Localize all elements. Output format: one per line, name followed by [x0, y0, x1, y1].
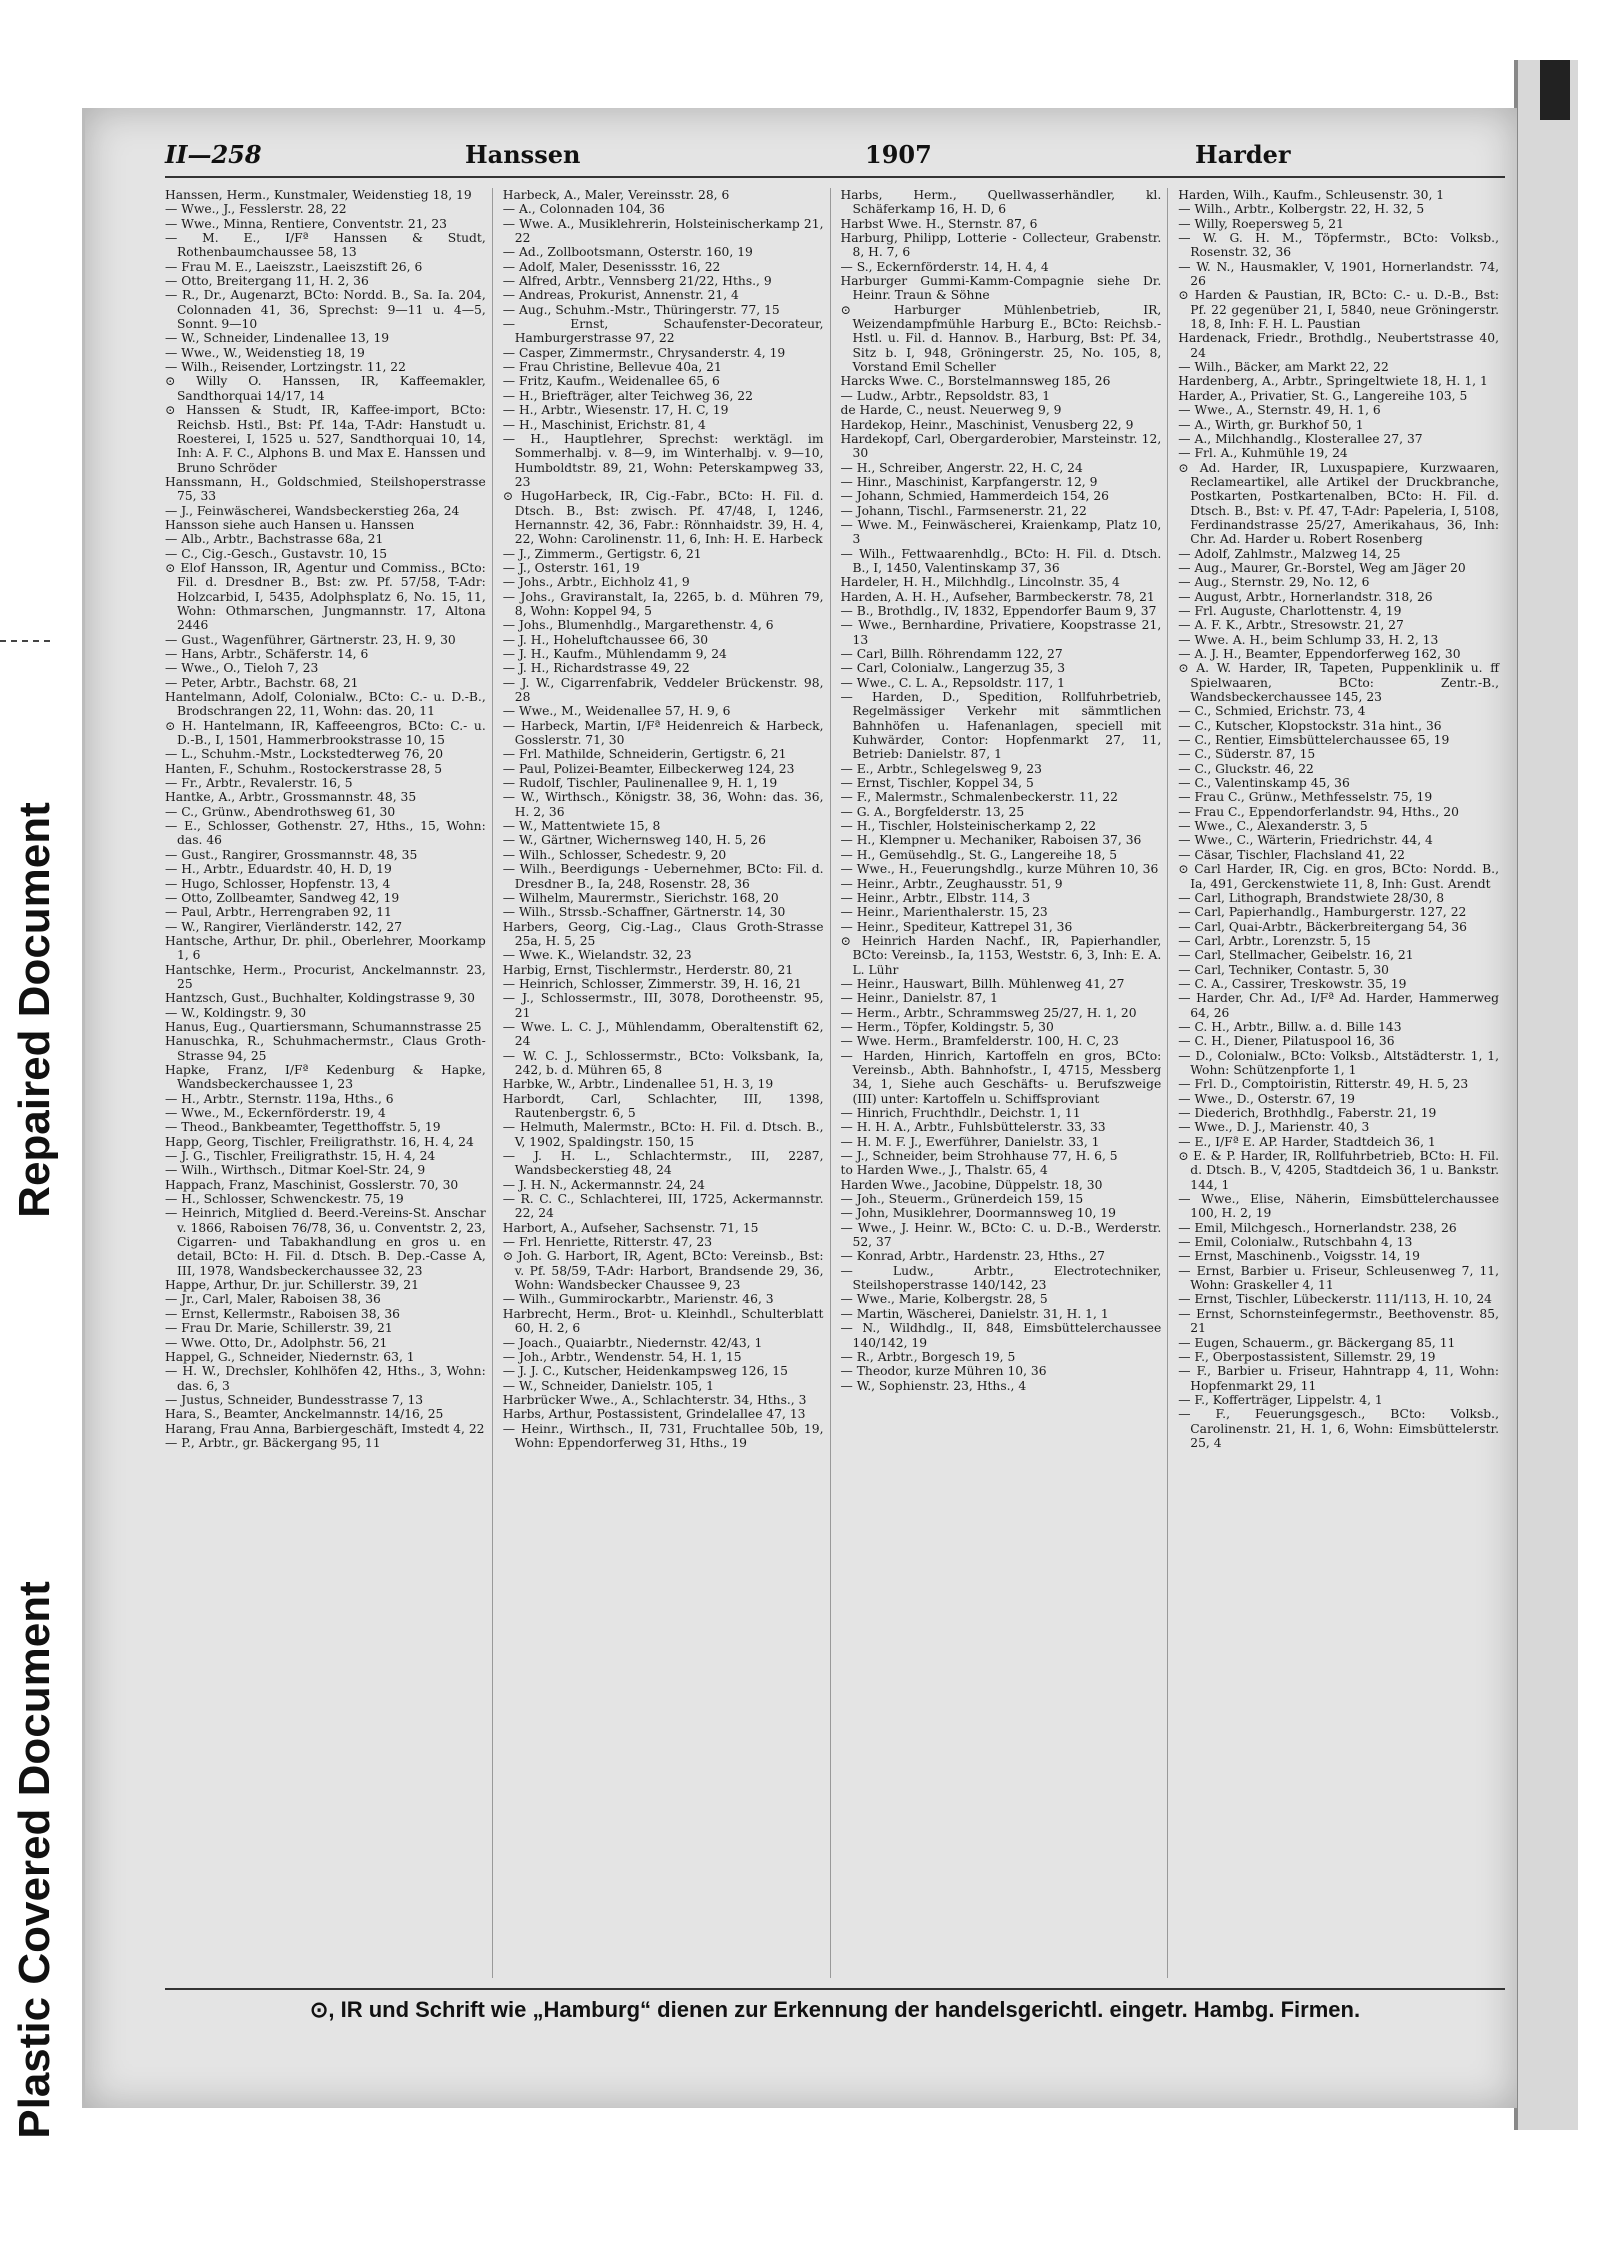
directory-entry: — Andreas, Prokurist, Annenstr. 21, 4: [502, 288, 739, 303]
directory-entry: — C., Schmied, Erichstr. 73, 4: [1178, 704, 1366, 719]
directory-entry: Happach, Franz, Maschinist, Gosslerstr. 70, 30: [165, 1177, 459, 1192]
directory-entry: Harburg, Philipp, Lotterie - Collecteur, Grabenstr. 8, H. 7, 6: [840, 231, 1162, 260]
directory-entry: — Wilhelm, Maurermstr., Sierichstr. 168, 20: [502, 890, 779, 905]
directory-entry: — Wwe., D., Osterstr. 67, 19: [1178, 1091, 1355, 1106]
directory-entry: — F., Barbier u. Friseur, Hahntrapp 4, 11, Wohn: Hopfenmarkt 29, 11: [1178, 1364, 1499, 1393]
directory-entry: — F., Feuerungsgesch., BCto: Volksb., Carolinenstr. 21, H. 1, 6, Wohn: Eimsbüttelerstr. 25, 4: [1178, 1407, 1499, 1450]
directory-entry: Harbst Wwe. H., Sternstr. 87, 6: [840, 216, 1038, 231]
directory-entry: — F., Kofferträger, Lippelstr. 4, 1: [1178, 1392, 1383, 1407]
directory-entry: — C., Rentier, Eimsbüttelerchaussee 65, 19: [1178, 733, 1450, 748]
directory-entry: Harang, Frau Anna, Barbiergeschäft, Imstedt 4, 22: [165, 1421, 485, 1436]
directory-entry: — Wwe. L. C. J., Mühlendamm, Oberaltenstift 62, 24: [502, 1019, 824, 1049]
directory-entry: — J., Zimmerm., Gertigstr. 6, 21: [502, 546, 702, 561]
directory-entry: — Ludw., Arbtr., Electrotechniker, Steilshoperstrasse 140/142, 23: [840, 1263, 1162, 1293]
directory-entry: — Theod., Bankbeamter, Tegetthoffstr. 5, 19: [165, 1120, 441, 1135]
directory-entry: Harbs, Herm., Quellwasserhändler, kl. Schäferkamp 16, H. D, 6: [840, 188, 1162, 217]
directory-entry: — Carl, Arbtr., Lorenzstr. 5, 15: [1178, 933, 1371, 948]
directory-entry: — Johann, Schmied, Hammerdeich 154, 26: [840, 489, 1110, 504]
directory-entry: — J. H., Richardstrasse 49, 22: [502, 661, 690, 676]
directory-column-3: [841, 188, 1169, 1978]
directory-entry: — Cäsar, Tischler, Flachsland 41, 22: [1178, 847, 1405, 862]
directory-entry: — H. M. F. J., Ewerführer, Danielstr. 33, 1: [840, 1134, 1100, 1149]
directory-entry: Hantzsch, Gust., Buchhalter, Koldingstrasse 9, 30: [165, 991, 475, 1006]
directory-entry: — Frl. A., Kuhmühle 19, 24: [1178, 446, 1348, 461]
directory-entry: — Wwe., Elise, Näherin, Eimsbüttelerchaussee 100, H. 2, 19: [1178, 1192, 1499, 1221]
page-header: [165, 136, 1505, 178]
directory-entry: — Wilh., Reisender, Lortzingstr. 11, 22: [165, 360, 406, 375]
directory-entry: — H., Hauptlehrer, Sprechst: werktägl. im Sommerhalbj. v. 8—9, im Winterhalbj. v. 9—10, Humboldtstr. 89, 21, Wohn: Peterskampweg 33, 23: [502, 431, 824, 489]
directory-entry: — Joh., Arbtr., Wendenstr. 54, H. 1, 15: [502, 1349, 742, 1364]
directory-entry: — Wwe., Minna, Rentiere, Conventstr. 21, 23: [165, 216, 447, 231]
directory-entry: — A. F. K., Arbtr., Stresowstr. 21, 27: [1178, 618, 1404, 633]
directory-entry: — Wilh., Bäcker, am Markt 22, 22: [1178, 360, 1389, 375]
directory-entry: — Wilh., Wirthsch., Ditmar Koel-Str. 24, 9: [165, 1163, 426, 1178]
directory-entry: — Frau C., Eppendorferlandstr. 94, Hths., 20: [1178, 804, 1459, 819]
page-footer-note: ⊙, IR und Schrift wie „Hamburg“ dienen zur Erkennung der handelsgerichtl. eingetr. Hambg. Firmen.: [165, 1988, 1505, 2030]
directory-entry: ⊙ Harden & Paustian, IR, BCto: C.- u. D.-B., Bst: Pf. 22 gegenüber 21, I, 5840, neue Gröningerstr. 18, 8, Inh: F. H. L. Paustian: [1178, 288, 1499, 332]
directory-entry: — Ad., Zollbootsmann, Osterstr. 160, 19: [502, 245, 753, 260]
directory-entry: Hantelmann, Adolf, Colonialw., BCto: C.- u. D.-B., Brodschrangen 22, 11, Wohn: das. 20, 11: [165, 690, 486, 719]
directory-entry: — Wwe. A., Musiklehrerin, Holsteinischerkamp 21, 22: [502, 216, 824, 246]
directory-entry: — J., Schneider, beim Strohhause 77, H. 6, 5: [840, 1149, 1118, 1164]
directory-entry: Hardenack, Friedr., Brothdlg., Neubertstrasse 40, 24: [1178, 331, 1499, 360]
directory-entry: — Ernst, Tischler, Koppel 34, 5: [840, 776, 1034, 791]
directory-entry: — Wwe., J. Heinr. W., BCto: C. u. D.-B., Werderstr. 52, 37: [840, 1220, 1162, 1250]
directory-entry: — C. H., Diener, Pilatuspool 16, 36: [1178, 1034, 1395, 1049]
directory-entry: — H. H. A., Arbtr., Fuhlsbüttelerstr. 33, 33: [840, 1120, 1106, 1135]
directory-entry: — Heinr., Hauswart, Billh. Mühlenweg 41, 27: [840, 976, 1125, 991]
directory-entry: Harden, A. H. H., Aufseher, Barmbeckerstr. 78, 21: [840, 589, 1155, 604]
directory-entry: — Heinr., Arbtr., Zeughausstr. 51, 9: [840, 876, 1063, 891]
directory-entry: — W., Rangirer, Vierländerstr. 142, 27: [165, 919, 403, 934]
directory-entry: — Frl. D., Comptoiristin, Ritterstr. 49, H. 5, 23: [1178, 1077, 1469, 1092]
scanned-page: [82, 108, 1517, 2108]
directory-entry: Hardeler, H. H., Milchhdlg., Lincolnstr. 35, 4: [840, 575, 1120, 590]
directory-entry: — B., Brothdlg., IV, 1832, Eppendorfer Baum 9, 37: [840, 603, 1157, 618]
directory-entry: — Fr., Arbtr., Revalerstr. 16, 5: [165, 776, 353, 791]
directory-entry: — Ernst, Maschinenb., Voigsstr. 14, 19: [1178, 1249, 1420, 1264]
directory-entry: Harbs, Arthur, Postassistent, Grindelallee 47, 13: [502, 1407, 806, 1422]
directory-entry: — A., Milchhandlg., Klosterallee 27, 37: [1178, 431, 1423, 446]
directory-entry: — Frau Dr. Marie, Schillerstr. 39, 21: [165, 1321, 393, 1336]
directory-entry: — Wwe. Otto, Dr., Adolphstr. 56, 21: [165, 1335, 388, 1350]
directory-entry: — Herm., Töpfer, Koldingstr. 5, 30: [840, 1019, 1054, 1034]
directory-entry: — Martin, Wäscherei, Danielstr. 31, H. 1, 1: [840, 1306, 1109, 1321]
header-year: 1907: [865, 140, 932, 169]
directory-entry: — C. H., Arbtr., Billw. a. d. Bille 143: [1178, 1019, 1402, 1034]
directory-entry: Harbrecht, Herm., Brot- u. Kleinhdl., Schulterblatt 60, H. 2, 6: [502, 1306, 824, 1336]
directory-entry: — Heinrich, Schlosser, Zimmerstr. 39, H. 16, 21: [502, 976, 802, 991]
cut-guide-line: [0, 640, 50, 642]
directory-entry: — Harden, Hinrich, Kartoffeln en gros, BCto: Vereinsb., Abth. Bahnhofstr., I, 4715, Messberg 34, 1, Siehe auch Geschäfts- u. Berufszweige (III) unter: Kartoffeln u. Schiffsproviant: [840, 1048, 1162, 1106]
directory-entry: — Helmuth, Malermstr., BCto: H. Fil. d. Dtsch. B., V, 1902, Spaldingstr. 150, 15: [502, 1120, 824, 1149]
directory-entry: — Paul, Polizei-Beamter, Eilbeckerweg 124, 23: [502, 761, 795, 776]
directory-entry: — E., Schlosser, Gothenstr. 27, Hths., 15, Wohn: das. 46: [165, 819, 486, 848]
directory-entry: — Wwe., Bernhardine, Privatiere, Koopstrasse 21, 13: [840, 618, 1162, 647]
directory-entry: — L., Schuhm.-Mstr., Lockstedterweg 76, 20: [165, 747, 444, 762]
directory-entry: — Theodor, kurze Mühren 10, 36: [840, 1364, 1047, 1379]
repaired-document-label: Repaired Document: [10, 802, 59, 1218]
directory-entry: Hardekopf, Carl, Obergarderobier, Marsteinstr. 12, 30: [840, 431, 1162, 461]
directory-entry: — Konrad, Arbtr., Hardenstr. 23, Hths., 27: [840, 1249, 1105, 1264]
directory-entry: — P., Arbtr., gr. Bäckergang 95, 11: [165, 1435, 381, 1450]
directory-entry: — W. C. J., Schlossermstr., BCto: Volksbank, Ia, 242, b. d. Mühren 65, 8: [502, 1048, 824, 1077]
directory-entry: — W., Mattentwiete 15, 8: [502, 819, 661, 834]
directory-entry: — H., Maschinist, Erichstr. 81, 4: [502, 417, 706, 432]
directory-entry: ⊙ A. W. Harder, IR, Tapeten, Puppenklinik u. ff Spielwaaren, BCto: Zentr.-B., Wandsbeckerchaussee 145, 23: [1178, 661, 1499, 705]
directory-entry: ⊙ Ad. Harder, IR, Luxuspapiere, Kurzwaaren, Reclameartikel, alle Artikel der Druckbranche, Postkarten, Postkartenalben, BCto: H. Fil. d. Dtsch. B., Bst: v. Pf. 47, T-Adr: Papeleria, I, 5108, Ferdinandstrasse 25/27, Amerikahaus, 36, Inh: Chr. Ad. Harder u. Robert Rosenberg: [1178, 460, 1499, 547]
directory-entry: — C., Kutscher, Klopstockstr. 31a hint., 36: [1178, 718, 1442, 733]
directory-entry: — R., Arbtr., Borgesch 19, 5: [840, 1349, 1016, 1364]
directory-entry: — Paul, Arbtr., Herrengraben 92, 11: [165, 905, 392, 920]
directory-entry: — Aug., Maurer, Gr.-Borstel, Weg am Jäger 20: [1178, 560, 1466, 575]
directory-columns: [165, 188, 1505, 1978]
directory-entry: — Wilh., Fettwaarenhdlg., BCto: H. Fil. d. Dtsch. B., I, 1450, Valentinskamp 37, 36: [840, 546, 1162, 575]
directory-entry: — Carl, Stellmacher, Geibelstr. 16, 21: [1178, 948, 1414, 963]
directory-entry: — C., Süderstr. 87, 15: [1178, 747, 1316, 762]
directory-entry: — Wwe., H., Feuerungshdlg., kurze Mühren 10, 36: [840, 862, 1159, 877]
directory-entry: ⊙ Elof Hansson, IR, Agentur und Commiss., BCto: Fil. d. Dresdner B., Bst: zw. Pf. 57/58, T-Adr: Holzcarbid, I, 5435, Adolphsplatz 6, No. 15, 11, Wohn: Othmarschen, Jungmannstr. 17, Altona 2446: [165, 560, 486, 633]
directory-entry: — W., Schneider, Lindenallee 13, 19: [165, 331, 390, 346]
directory-entry: Happel, G., Schneider, Niedernstr. 63, 1: [165, 1349, 415, 1364]
directory-entry: — W., Koldingstr. 9, 30: [165, 1005, 307, 1020]
directory-column-4: [1178, 188, 1505, 1978]
header-last-name: Harder: [1195, 140, 1291, 169]
directory-entry: — J. H., Kaufm., Mühlendamm 9, 24: [502, 647, 727, 661]
directory-entry: — H., Klempner u. Mechaniker, Raboisen 37, 36: [840, 833, 1142, 848]
page-edge-shadow: [1540, 60, 1570, 120]
directory-entry: — Carl, Papierhandlg., Hamburgerstr. 127, 22: [1178, 905, 1467, 920]
directory-entry: — J. J. C., Kutscher, Heidenkampsweg 126, 15: [502, 1364, 788, 1379]
directory-entry: — H., Arbtr., Sternstr. 119a, Hths., 6: [165, 1091, 394, 1106]
directory-entry: — M. E., I/Fª Hanssen & Studt, Rothenbaumchaussee 58, 13: [165, 231, 486, 260]
directory-entry: — Ludw., Arbtr., Repsoldstr. 83, 1: [840, 388, 1051, 403]
directory-entry: Harbrücker Wwe., A., Schlachterstr. 34, Hths., 3: [502, 1392, 807, 1407]
directory-entry: — Wwe. K., Wielandstr. 32, 23: [502, 948, 692, 963]
directory-entry: — H., Schreiber, Angerstr. 22, H. C, 24: [840, 460, 1083, 475]
directory-entry: — Diederich, Brothhdlg., Faberstr. 21, 19: [1178, 1106, 1437, 1120]
directory-entry: — Frau Christine, Bellevue 40a, 21: [502, 360, 722, 375]
directory-entry: — Johann, Tischl., Farmsenerstr. 21, 22: [840, 503, 1087, 518]
directory-entry: — Wilh., Gummirockarbtr., Marienstr. 46, 3: [502, 1292, 774, 1307]
directory-entry: — Wwe., M., Eckernförderstr. 19, 4: [165, 1106, 386, 1120]
directory-entry: — J., Osterstr. 161, 19: [502, 560, 640, 575]
directory-entry: — Gust., Rangirer, Grossmannstr. 48, 35: [165, 847, 418, 862]
directory-entry: — N., Wildhdlg., II, 848, Eimsbüttelerchaussee 140/142, 19: [840, 1321, 1162, 1350]
directory-entry: — J. G., Tischler, Freiligrathstr. 15, H. 4, 24: [165, 1149, 436, 1164]
directory-entry: — Johs., Blumenhdlg., Margarethenstr. 4, 6: [502, 618, 774, 633]
directory-entry: ⊙ Heinrich Harden Nachf., IR, Papierhandler, BCto: Vereinsb., Ia, 1153, Weststr. 6, 3, Inh: E. A. L. Lühr: [840, 933, 1162, 977]
directory-entry: — Adolf, Zahlmstr., Malzweg 14, 25: [1178, 546, 1401, 561]
plastic-covered-document-label: Plastic Covered Document: [10, 1581, 59, 2139]
directory-entry: — Gust., Wagenführer, Gärtnerstr. 23, H. 9, 30: [165, 632, 456, 647]
directory-entry: — Wwe., D. J., Marienstr. 40, 3: [1178, 1120, 1370, 1135]
directory-entry: — Heinr., Wirthsch., II, 731, Fruchtallee 50b, 19, Wohn: Eppendorferweg 31, Hths., 19: [502, 1421, 824, 1450]
directory-entry: — Hans, Arbtr., Schäferstr. 14, 6: [165, 647, 369, 661]
directory-entry: — A., Wirth, gr. Burkhof 50, 1: [1178, 417, 1364, 432]
directory-entry: — W., Sophienstr. 23, Hths., 4: [840, 1378, 1027, 1393]
directory-entry: — Justus, Schneider, Bundesstrasse 7, 13: [165, 1392, 424, 1407]
directory-entry: — Hinr., Maschinist, Karpfangerstr. 12, 9: [840, 474, 1098, 489]
directory-entry: — Harder, Chr. Ad., I/Fª Ad. Harder, Hammerweg 64, 26: [1178, 991, 1499, 1020]
directory-entry: ⊙ HugoHarbeck, IR, Cig.-Fabr., BCto: H. Fil. d. Dtsch. B., Bst: zwisch. Pf. 47/48, I, 1246, Hernannstr. 42, 36, Fabr.: Rönnhaidstr. 39, H. 4, 22, Wohn: Carolinenstr. 11, 6, Inh: H. E. Harbeck: [502, 489, 824, 547]
directory-entry: — Wwe., W., Weidenstieg 18, 19: [165, 345, 365, 360]
directory-entry: — E., I/Fª E. AP. Harder, Stadtdeich 36, 1: [1178, 1134, 1436, 1149]
directory-entry: — Carl, Techniker, Contastr. 5, 30: [1178, 962, 1389, 977]
directory-entry: Harbers, Georg, Cig.-Lag., Claus Groth-Strasse 25a, H. 5, 25: [502, 919, 824, 948]
directory-entry: — Harden, D., Spedition, Rollfuhrbetrieb, Regelmässiger Verkehr mit sämmtlichen Bahnhöfen u. Hafenanlagen, speciell mit Kuhwärder, Contor: Hopfenmarkt 27, 11, Betrieb: Danielstr. 87, 1: [840, 690, 1162, 762]
directory-entry: Harcks Wwe. C., Borstelmannsweg 185, 26: [840, 374, 1111, 389]
directory-entry: — Wwe. A. H., beim Schlump 33, H. 2, 13: [1178, 632, 1439, 647]
directory-entry: — August, Arbtr., Hornerlandstr. 318, 26: [1178, 589, 1433, 604]
directory-entry: — W., Gärtner, Wichernsweg 140, H. 5, 26: [502, 833, 766, 848]
directory-entry: — Wwe., C., Wärterin, Friedrichstr. 44, 4: [1178, 833, 1433, 848]
directory-entry: — J. W., Cigarrenfabrik, Veddeler Brückenstr. 98, 28: [502, 675, 824, 705]
directory-entry: — Ernst, Schornsteinfegermstr., Beethovenstr. 85, 21: [1178, 1306, 1499, 1336]
directory-entry: Hara, S., Beamter, Anckelmannstr. 14/16, 25: [165, 1407, 444, 1422]
directory-entry: — John, Musiklehrer, Doormannsweg 10, 19: [840, 1206, 1116, 1221]
directory-entry: — H., Schlosser, Schwenckestr. 75, 19: [165, 1192, 404, 1207]
directory-entry: — Carl, Quai-Arbtr., Bäckerbreitergang 54, 36: [1178, 919, 1468, 934]
directory-entry: — Eugen, Schauerm., gr. Bäckergang 85, 11: [1178, 1335, 1456, 1350]
directory-entry: — Joach., Quaiarbtr., Niedernstr. 42/43, 1: [502, 1335, 763, 1350]
directory-entry: — Hugo, Schlosser, Hopfenstr. 13, 4: [165, 876, 391, 891]
directory-entry: — Carl, Billh. Röhrendamm 122, 27: [840, 647, 1063, 661]
directory-entry: — Otto, Zollbeamter, Sandweg 42, 19: [165, 890, 400, 905]
directory-entry: Hanten, F., Schuhm., Rostockerstrasse 28, 5: [165, 761, 443, 776]
directory-entry: — Wilh., Arbtr., Kolbergstr. 22, H. 32, 5: [1178, 202, 1425, 217]
directory-entry: — Ernst, Tischler, Lübeckerstr. 111/113, H. 10, 24: [1178, 1292, 1492, 1307]
directory-entry: — S., Eckernförderstr. 14, H. 4, 4: [840, 259, 1049, 274]
directory-entry: — F., Oberpostassistent, Sillemstr. 29, 19: [1178, 1349, 1436, 1364]
directory-entry: — H., Briefträger, alter Teichweg 36, 22: [502, 388, 753, 403]
directory-entry: Hansson siehe auch Hansen u. Hanssen: [165, 517, 415, 532]
directory-entry: — G. A., Borgfelderstr. 13, 25: [840, 804, 1025, 819]
directory-entry: — F., Malermstr., Schmalenbeckerstr. 11, 22: [840, 790, 1118, 805]
directory-entry: — Otto, Breitergang 11, H. 2, 36: [165, 274, 369, 289]
page-number: II—258: [165, 140, 262, 169]
directory-entry: — Frau M. E., Laeiszstr., Laeiszstift 26, 6: [165, 259, 423, 274]
directory-entry: — Wilh., Schlosser, Schedestr. 9, 20: [502, 847, 727, 862]
directory-entry: Harbeck, A., Maler, Vereinsstr. 28, 6: [502, 188, 730, 202]
directory-entry: Harden Wwe., Jacobine, Düppelstr. 18, 30: [840, 1177, 1103, 1192]
directory-entry: — Alb., Arbtr., Bachstrasse 68a, 21: [165, 532, 384, 547]
directory-entry: — Frau C., Grünw., Methfesselstr. 75, 19: [1178, 790, 1433, 805]
directory-entry: — Adolf, Maler, Desenissstr. 16, 22: [502, 259, 721, 274]
directory-entry: ⊙ Hanssen & Studt, IR, Kaffee-import, BCto: Reichsb. Hstl., Bst: Pf. 14a, T-Adr: Hanstudt u. Roesterei, I, 1525 u. 527, Sandthorquai 10, 14, Inh: A. F. C., Alphons B. und Max E. Hanssen und Bruno Schröder: [165, 403, 486, 475]
directory-entry: — Casper, Zimmermstr., Chrysanderstr. 4, 19: [502, 345, 786, 360]
directory-entry: — Alfred, Arbtr., Vennsberg 21/22, Hths., 9: [502, 274, 772, 289]
directory-entry: ⊙ H. Hantelmann, IR, Kaffeeengros, BCto: C.- u. D.-B., I, 1501, Hammerbrookstrasse 10, 15: [165, 718, 486, 748]
directory-entry: — H., Tischler, Holsteinischerkamp 2, 22: [840, 819, 1097, 834]
directory-entry: — Johs., Arbtr., Eichholz 41, 9: [502, 575, 690, 590]
directory-entry: — A. J. H., Beamter, Eppendorferweg 162, 30: [1178, 647, 1461, 661]
directory-column-2: [503, 188, 831, 1978]
directory-entry: — Willy, Roepersweg 5, 21: [1178, 216, 1344, 231]
directory-entry: — Wwe., Marie, Kolbergstr. 28, 5: [840, 1292, 1048, 1307]
directory-entry: Happ, Georg, Tischler, Freiligrathstr. 16, H. 4, 24: [165, 1134, 474, 1149]
directory-entry: Hanuschka, R., Schuhmachermstr., Claus Groth-Strasse 94, 25: [165, 1034, 486, 1063]
directory-entry: — H., Arbtr., Eduardstr. 40, H. D, 19: [165, 862, 392, 877]
directory-entry: — W., Schneider, Danielstr. 105, 1: [502, 1378, 714, 1393]
directory-entry: — Wilh., Strssb.-Schaffner, Gärtnerstr. 14, 30: [502, 905, 786, 920]
directory-entry: — R. C. C., Schlachterei, III, 1725, Ackermannstr. 22, 24: [502, 1192, 824, 1221]
directory-entry: Harburger Gummi-Kamm-Compagnie siehe Dr. Heinr. Traun & Söhne: [840, 274, 1162, 303]
directory-entry: Hapke, Franz, I/Fª Kedenburg & Hapke, Wandsbeckerchaussee 1, 23: [165, 1062, 486, 1092]
directory-entry: — Wwe. M., Feinwäscherei, Kraienkamp, Platz 10, 3: [840, 517, 1162, 547]
directory-entry: Hardenberg, A., Arbtr., Springeltwiete 18, H. 1, 1: [1178, 374, 1488, 389]
directory-entry: — Aug., Sternstr. 29, No. 12, 6: [1178, 575, 1370, 590]
directory-entry: — Wwe., C. L. A., Repsoldstr. 117, 1: [840, 675, 1065, 690]
directory-entry: — Johs., Graviranstalt, Ia, 2265, b. d. Mühren 79, 8, Wohn: Koppel 94, 5: [502, 589, 824, 618]
directory-entry: — Heinr., Danielstr. 87, 1: [840, 991, 998, 1006]
directory-entry: — Harbeck, Martin, I/Fª Heidenreich & Harbeck, Gosslerstr. 71, 30: [502, 718, 824, 748]
directory-entry: Hanssmann, H., Goldschmied, Steilshoperstrasse 75, 33: [165, 474, 486, 504]
directory-entry: — A., Colonnaden 104, 36: [502, 202, 665, 217]
directory-entry: ⊙ Willy O. Hanssen, IR, Kaffeemakler, Sandthorquai 14/17, 14: [165, 374, 486, 403]
directory-entry: — Rudolf, Tischler, Paulinenallee 9, H. 1, 19: [502, 776, 778, 791]
directory-entry: ⊙ Carl Harder, IR, Cig. en gros, BCto: Nordd. B., Ia, 491, Gerckenstwiete 11, 8, Inh: Gust. Arendt: [1178, 862, 1499, 891]
directory-entry: — H. W., Drechsler, Kohlhöfen 42, Hths., 3, Wohn: das. 6, 3: [165, 1364, 486, 1393]
directory-entry: — Heinrich, Mitglied d. Beerd.-Vereins-St. Anschar v. 1866, Raboisen 76/78, 36, u. Conventstr. 2, 23, Cigarren- und Tabakhandlung en gros u. en detail, BCto: H. Fil. d. Dtsch. B. Dep.-Casse A, III, 1978, Wandsbeckerchaussee 32, 23: [165, 1206, 486, 1278]
directory-entry: ⊙ Harburger Mühlenbetrieb, IR, Weizendampfmühle Harburg E., BCto: Reichsb.-Hstl. u. Fil. d. Hannov. B., Harburg, Bst: Pf. 34, Sitz b. I, 948, Gröningerstr. 25, No. 105, 8, Vorstand Emil Scheller: [840, 302, 1162, 375]
directory-entry: — D., Colonialw., BCto: Volksb., Altstädterstr. 1, 1, Wohn: Schützenpforte 1, 1: [1178, 1048, 1499, 1077]
directory-entry: Hanssen, Herm., Kunstmaler, Weidenstieg 18, 19: [165, 188, 472, 202]
directory-entry: — W. N., Hausmakler, V, 1901, Hornerlandstr. 74, 26: [1178, 259, 1499, 289]
directory-entry: — Carl, Colonialw., Langerzug 35, 3: [840, 661, 1066, 676]
header-first-name: Hanssen: [465, 140, 581, 169]
directory-entry: — Frl. Henriette, Ritterstr. 47, 23: [502, 1235, 713, 1250]
directory-entry: — Carl, Lithograph, Brandstwiete 28/30, 8: [1178, 890, 1445, 905]
directory-entry: — J. H., Hoheluftchaussee 66, 30: [502, 632, 709, 647]
directory-entry: Harbort, A., Aufseher, Sachsenstr. 71, 15: [502, 1220, 759, 1235]
directory-entry: Hantke, A., Arbtr., Grossmannstr. 48, 35: [165, 790, 417, 805]
directory-entry: — Fritz, Kaufm., Weidenallee 65, 6: [502, 374, 720, 389]
directory-entry: Harden, Wilh., Kaufm., Schleusenstr. 30, 1: [1178, 188, 1445, 202]
directory-entry: — H., Arbtr., Wiesenstr. 17, H. C, 19: [502, 403, 729, 418]
directory-entry: Hardekop, Heinr., Maschinist, Venusberg 22, 9: [840, 417, 1134, 432]
directory-entry: — Aug., Schuhm.-Mstr., Thüringerstr. 77, 15: [502, 302, 780, 317]
directory-entry: — J., Feinwäscherei, Wandsbeckerstieg 26a, 24: [165, 503, 460, 518]
side-labels: [0, 600, 70, 2177]
directory-entry: — Ernst, Barbier u. Friseur, Schleusenweg 7, 11, Wohn: Graskeller 4, 11: [1178, 1263, 1499, 1293]
directory-entry: — J., Schlossermstr., III, 3078, Dorotheenstr. 95, 21: [502, 991, 824, 1020]
directory-entry: de Harde, C., neust. Neuerweg 9, 9: [840, 403, 1062, 418]
directory-entry: — W., Wirthsch., Königstr. 38, 36, Wohn: das. 36, H. 2, 36: [502, 790, 824, 819]
directory-entry: — W. G. H. M., Töpfermstr., BCto: Volksb., Rosenstr. 32, 36: [1178, 231, 1499, 260]
directory-entry: Harbke, W., Arbtr., Lindenallee 51, H. 3, 19: [502, 1077, 774, 1092]
directory-entry: — Wwe., J., Fesslerstr. 28, 22: [165, 202, 347, 217]
directory-entry: ⊙ E. & P. Harder, IR, Rollfuhrbetrieb, BCto: H. Fil. d. Dtsch. B., V, 4205, Stadtdeich 36, 1 u. Bankstr. 144, 1: [1178, 1149, 1499, 1192]
directory-entry: — C., Valentinskamp 45, 36: [1178, 776, 1350, 791]
directory-entry: — H., Gemüsehdlg., St. G., Langereihe 18, 5: [840, 847, 1118, 862]
directory-entry: — J. H. L., Schlachtermstr., III, 2287, Wandsbeckerstieg 48, 24: [502, 1149, 824, 1178]
directory-entry: — R., Dr., Augenarzt, BCto: Nordd. B., Sa. Ia. 204, Colonnaden 41, 36, Sprechst: 9—11 u. 4—5, Sonnt. 9—10: [165, 288, 486, 332]
directory-entry: — Wwe., C., Alexanderstr. 3, 5: [1178, 819, 1368, 834]
directory-entry: — C., Cig.-Gesch., Gustavstr. 10, 15: [165, 546, 388, 561]
directory-entry: ⊙ Joh. G. Harbort, IR, Agent, BCto: Vereinsb., Bst: v. Pf. 58/59, T-Adr: Harbort, Brandsende 29, 36, Wohn: Wandsbecker Chaussee 9, 23: [502, 1249, 824, 1293]
directory-entry: Happe, Arthur, Dr. jur. Schillerstr. 39, 21: [165, 1278, 419, 1293]
directory-entry: — C. A., Cassirer, Treskowstr. 35, 19: [1178, 976, 1407, 991]
directory-entry: — Peter, Arbtr., Bachstr. 68, 21: [165, 675, 359, 690]
directory-entry: — Jr., Carl, Maler, Raboisen 38, 36: [165, 1292, 381, 1307]
directory-entry: — E., Arbtr., Schlegelsweg 9, 23: [840, 761, 1042, 776]
directory-entry: — Heinr., Arbtr., Elbstr. 114, 3: [840, 890, 1031, 905]
directory-entry: — C., Gluckstr. 46, 22: [1178, 761, 1314, 776]
directory-entry: Harbig, Ernst, Tischlermstr., Herderstr. 80, 21: [502, 962, 794, 977]
directory-entry: — Heinr., Marienthalerstr. 15, 23: [840, 905, 1048, 920]
directory-entry: — Hinrich, Fruchthdlr., Deichstr. 1, 11: [840, 1106, 1081, 1120]
directory-entry: Harder, A., Privatier, St. G., Langereihe 103, 5: [1178, 388, 1468, 403]
directory-entry: — Joh., Steuerm., Grünerdeich 159, 15: [840, 1192, 1084, 1207]
directory-entry: — Frl. Mathilde, Schneiderin, Gertigstr. 6, 21: [502, 747, 787, 762]
directory-entry: — C., Grünw., Abendrothsweg 61, 30: [165, 804, 396, 819]
directory-entry: — Emil, Colonialw., Rutschbahn 4, 13: [1178, 1235, 1413, 1250]
directory-entry: — J. H. N., Ackermannstr. 24, 24: [502, 1177, 705, 1192]
directory-entry: — Ernst, Kellermstr., Raboisen 38, 36: [165, 1306, 400, 1321]
directory-entry: — Frl. Auguste, Charlottenstr. 4, 19: [1178, 603, 1402, 618]
directory-entry: Hanus, Eug., Quartiersmann, Schumannstrasse 25: [165, 1019, 482, 1034]
directory-entry: — Heinr., Spediteur, Kattrepel 31, 36: [840, 919, 1073, 934]
directory-entry: Harbordt, Carl, Schlachter, III, 1398, Rautenbergstr. 6, 5: [502, 1091, 824, 1120]
directory-entry: — Ernst, Schaufenster-Decorateur, Hamburgerstrasse 97, 22: [502, 317, 824, 346]
directory-column-1: [165, 188, 493, 1978]
directory-entry: — Wwe. Herm., Bramfelderstr. 100, H. C, 23: [840, 1034, 1119, 1049]
directory-entry: — Emil, Milchgesch., Hornerlandstr. 238, 26: [1178, 1220, 1457, 1235]
directory-entry: — Wwe., M., Weidenallee 57, H. 9, 6: [502, 704, 731, 719]
directory-entry: Hantsche, Arthur, Dr. phil., Oberlehrer, Moorkamp 1, 6: [165, 933, 486, 963]
directory-entry: — Wilh., Beerdigungs - Uebernehmer, BCto: Fil. d. Dresdner B., Ia, 248, Rosenstr. 28, 36: [502, 862, 824, 891]
directory-entry: Hantschke, Herm., Procurist, Anckelmannstr. 23, 25: [165, 962, 486, 991]
directory-entry: — Wwe., O., Tieloh 7, 23: [165, 661, 319, 676]
directory-entry: — Wwe., A., Sternstr. 49, H. 1, 6: [1178, 403, 1381, 418]
directory-entry: to Harden Wwe., J., Thalstr. 65, 4: [840, 1163, 1048, 1178]
next-page-edge: [1514, 60, 1578, 2130]
directory-entry: — Herm., Arbtr., Schrammsweg 25/27, H. 1, 20: [840, 1005, 1137, 1020]
